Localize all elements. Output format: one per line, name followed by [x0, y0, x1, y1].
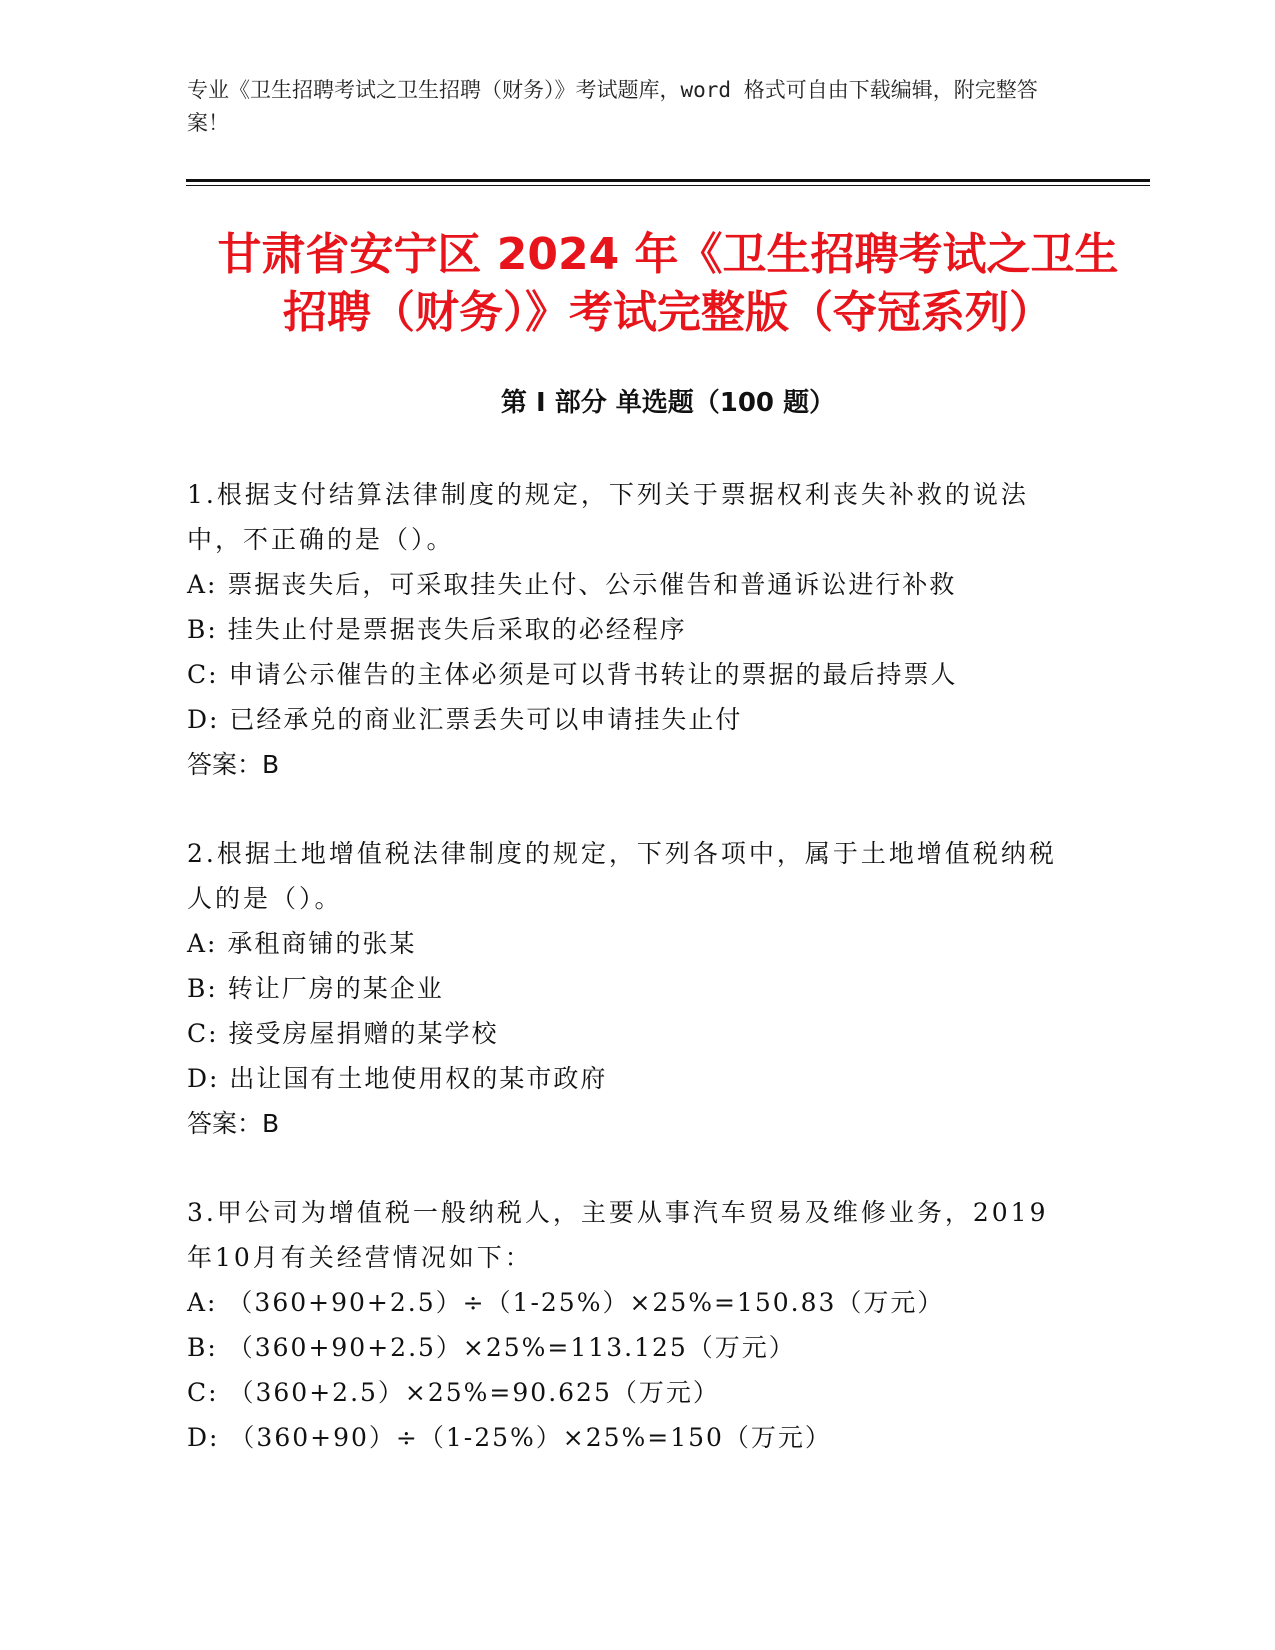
document-title-line-2: 招聘（财务）》考试完整版（夺冠系列） — [283, 287, 1053, 338]
question-stem: 1.根据支付结算法律制度的规定，下列关于票据权利丧失补救的说法中，不正确的是（）。 — [187, 480, 1029, 554]
question-3 — [187, 1190, 1067, 1460]
answer: 答案：B — [187, 1109, 280, 1138]
option-c: C: 申请公示催告的主体必须是可以背书转让的票据的最后持票人 — [187, 660, 958, 689]
option-c: C: 接受房屋捐赠的某学校 — [187, 1019, 499, 1048]
option-b: B: 转让厂房的某企业 — [187, 974, 444, 1003]
option-a: A: 承租商铺的张某 — [187, 929, 417, 958]
option-d: D: （360+90）÷（1-25%）×25%=150（万元） — [187, 1423, 832, 1452]
question-stem: 3.甲公司为增值税一般纳税人，主要从事汽车贸易及维修业务，2019年10月有关经营情况如下： — [187, 1198, 1049, 1272]
document-title-line-1: 甘肃省安宁区 2024 年《卫生招聘考试之卫生 — [217, 229, 1119, 280]
question-list — [187, 472, 1067, 1504]
option-a: A: （360+90+2.5）÷（1-25%）×25%=150.83（万元） — [187, 1288, 945, 1317]
option-d: D: 出让国有土地使用权的某市政府 — [187, 1064, 608, 1093]
option-c: C: （360+2.5）×25%=90.625（万元） — [187, 1378, 720, 1407]
header-note: 专业《卫生招聘考试之卫生招聘（财务）》考试题库，word 格式可自由下载编辑，附完整答案！ — [187, 78, 1038, 135]
document-title — [186, 226, 1150, 342]
option-a: A: 票据丧失后，可采取挂失止付、公示催告和普通诉讼进行补救 — [187, 570, 957, 599]
question-stem: 2.根据土地增值税法律制度的规定，下列各项中，属于土地增值税纳税人的是（）。 — [187, 839, 1057, 913]
question-1 — [187, 472, 1067, 787]
option-b: B: （360+90+2.5）×25%=113.125（万元） — [187, 1333, 796, 1362]
header-divider-thin — [186, 185, 1150, 186]
option-b: B: 挂失止付是票据丧失后采取的必经程序 — [187, 615, 687, 644]
option-d: D: 已经承兑的商业汇票丢失可以申请挂失止付 — [187, 705, 743, 734]
question-2 — [187, 831, 1067, 1146]
header-divider-thick — [186, 179, 1150, 182]
answer: 答案：B — [187, 750, 280, 779]
section-title: 第 I 部分 单选题（100 题） — [500, 388, 836, 418]
